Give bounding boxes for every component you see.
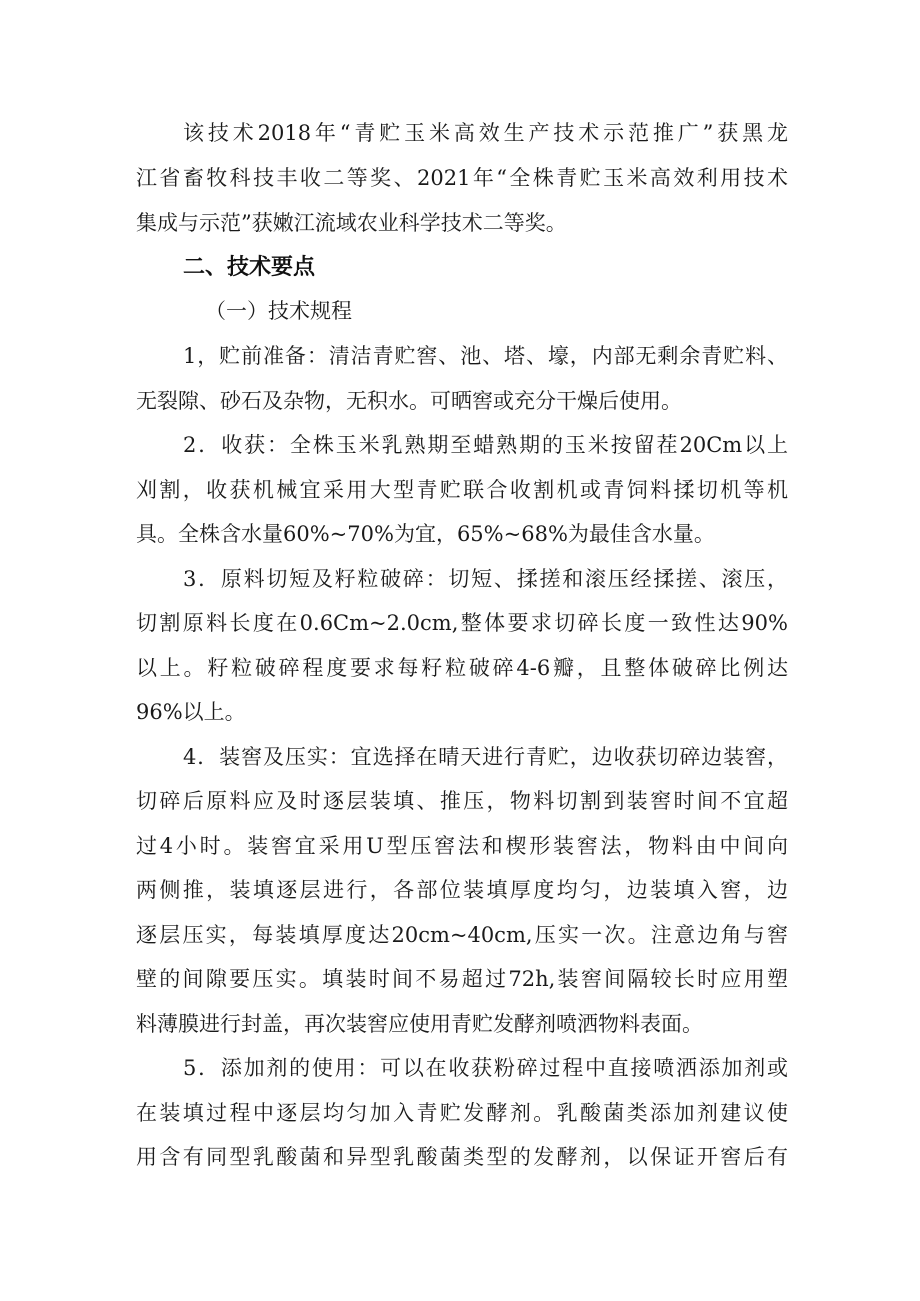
award-paragraph-line: 该技术2018年“青贮玉米高效生产技术示范推广”获黑龙 bbox=[183, 121, 788, 145]
step5-line: 5．添加剂的使用：可以在收获粉碎过程中直接喷洒添加剂或 bbox=[183, 1056, 788, 1080]
award-paragraph-line: 江省畜牧科技丰收二等奖、2021年“全株青贮玉米高效利用技术 bbox=[136, 166, 788, 190]
step3-line: 96%以上。 bbox=[136, 700, 246, 724]
step3-line: 切割原料长度在0.6Cm~2.0cm,整体要求切碎长度一致性达90% bbox=[136, 611, 788, 635]
award-paragraph-line: 集成与示范”获嫩江流域农业科学技术二等奖。 bbox=[136, 211, 567, 235]
step5-line: 在装填过程中逐层均匀加入青贮发酵剂。乳酸菌类添加剂建议使 bbox=[136, 1101, 788, 1125]
step3-line: 3．原料切短及籽粒破碎：切短、揉搓和滚压经揉搓、滚压， bbox=[183, 567, 788, 591]
section-heading: 二、技术要点 bbox=[183, 255, 316, 280]
step4-line: 切碎后原料应及时逐层装填、推压，物料切割到装窖时间不宜超 bbox=[136, 789, 788, 813]
step4-line: 两侧推，装填逐层进行，各部位装填厚度均匀，边装填入窖，边 bbox=[136, 878, 788, 902]
step2-line: 刈割，收获机械宜采用大型青贮联合收割机或青饲料揉切机等机 bbox=[136, 478, 788, 502]
step2-line: 2．收获：全株玉米乳熟期至蜡熟期的玉米按留茬20Cm以上 bbox=[183, 433, 788, 457]
step4-line: 逐层压实，每装填厚度达20cm~40cm,压实一次。注意边角与窖 bbox=[136, 923, 788, 947]
subsection-heading: （一）技术规程 bbox=[205, 299, 352, 323]
step3-line: 以上。籽粒破碎程度要求每籽粒破碎4-6瓣，且整体破碎比例达 bbox=[136, 656, 788, 680]
step4-line: 壁的间隙要压实。填装时间不易超过72h,装窖间隔较长时应用塑 bbox=[136, 967, 788, 991]
step1-line: 1，贮前准备：清洁青贮窖、池、塔、壕，内部无剩余青贮料、 bbox=[183, 344, 788, 368]
step1-line: 无裂隙、砂石及杂物，无积水。可晒窖或充分干燥后使用。 bbox=[136, 389, 682, 413]
step4-line: 过4小时。装窖宜采用U型压窖法和楔形装窖法，物料由中间向 bbox=[136, 834, 788, 858]
step4-line: 料薄膜进行封盖，再次装窖应使用青贮发酵剂喷洒物料表面。 bbox=[136, 1012, 703, 1036]
step2-line: 具。全株含水量60%~70%为宜，65%~68%为最佳含水量。 bbox=[136, 522, 715, 546]
step5-line: 用含有同型乳酸菌和异型乳酸菌类型的发酵剂，以保证开窖后有 bbox=[136, 1145, 788, 1169]
step4-line: 4．装窖及压实：宜选择在晴天进行青贮，边收获切碎边装窖， bbox=[183, 745, 788, 769]
